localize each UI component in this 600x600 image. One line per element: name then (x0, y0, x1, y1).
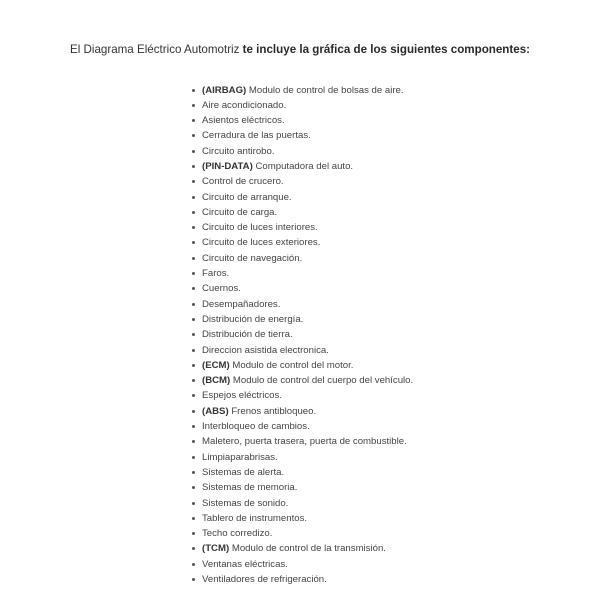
item-text: Computadora del auto. (252, 160, 354, 172)
list-item (192, 572, 413, 587)
item-text: Tablero de instrumentos. (202, 512, 308, 524)
bullet-icon (192, 318, 195, 321)
item-text: Sistemas de sonido. (202, 497, 289, 509)
bullet-icon (192, 517, 195, 520)
item-text: Ventanas eléctricas. (202, 558, 288, 570)
item-text: Aire acondicionado. (202, 99, 287, 111)
item-text: Techo corredizo. (202, 528, 273, 540)
item-text: Cerradura de las puertas. (202, 130, 311, 142)
item-text: Frenos antibloqueo. (228, 405, 317, 417)
list-item (192, 373, 413, 388)
list-item (192, 541, 413, 556)
item-text: Circuito de arranque. (202, 191, 292, 203)
item-text: Direccion asistida electronica. (202, 344, 329, 356)
bullet-icon (192, 119, 195, 122)
list-item (192, 83, 413, 98)
list-item (192, 159, 413, 174)
item-code: (ABS) (202, 405, 229, 417)
item-text: Circuito antirobo. (202, 145, 275, 157)
intro-bold-text: te incluye la gráfica de los siguientes componentes: (242, 43, 531, 56)
list-item (192, 297, 413, 312)
bullet-icon (192, 471, 195, 474)
bullet-icon (192, 394, 195, 397)
list-item (192, 450, 413, 465)
list-item (192, 281, 413, 296)
item-text: Circuito de navegación. (202, 252, 303, 264)
list-item (192, 113, 413, 128)
list-item (192, 190, 413, 205)
item-code: (AIRBAG) (202, 84, 247, 96)
bullet-icon (192, 211, 195, 214)
intro-normal-text: El Diagrama Eléctrico Automotriz (69, 43, 243, 56)
bullet-icon (192, 349, 195, 352)
list-item (192, 343, 413, 358)
list-item (192, 526, 413, 541)
item-text: Faros. (202, 268, 230, 280)
bullet-icon (192, 532, 195, 535)
list-item (192, 266, 413, 281)
item-text: Cuernos. (202, 283, 241, 295)
list-item (192, 434, 413, 449)
bullet-icon (192, 456, 195, 459)
item-text: Maletero, puerta trasera, puerta de combustible. (202, 436, 407, 448)
list-item (192, 465, 413, 480)
list-item (192, 496, 413, 511)
bullet-icon (192, 547, 195, 550)
list-item (192, 327, 413, 342)
list-item (192, 220, 413, 235)
list-item (192, 174, 413, 189)
bullet-icon (192, 104, 195, 107)
list-item (192, 557, 413, 572)
list-item (192, 144, 413, 159)
item-text: Asientos eléctricos. (202, 115, 285, 127)
bullet-icon (192, 150, 195, 153)
bullet-icon (192, 134, 195, 137)
item-text: Circuito de luces exteriores. (202, 237, 321, 249)
bullet-icon (192, 563, 195, 566)
item-text: Sistemas de memoria. (202, 482, 298, 494)
item-text: Espejos eléctricos. (202, 390, 282, 402)
list-item (192, 205, 413, 220)
list-item (192, 312, 413, 327)
item-text: Modulo de control de bolsas de aire. (246, 84, 404, 96)
intro-heading (60, 42, 540, 58)
item-text: Modulo de control del motor. (229, 359, 354, 371)
component-list (192, 83, 413, 588)
list-item (192, 98, 413, 113)
item-text: Distribución de tierra. (202, 329, 293, 341)
list-item (192, 235, 413, 250)
item-text: Circuito de carga. (202, 206, 278, 218)
list-item (192, 358, 413, 373)
item-text: Limpiaparabrisas. (202, 451, 278, 463)
item-text: Desempañadores. (202, 298, 281, 310)
bullet-icon (192, 440, 195, 443)
bullet-icon (192, 180, 195, 183)
bullet-icon (192, 333, 195, 336)
list-item (192, 404, 413, 419)
item-text: Control de crucero. (202, 176, 284, 188)
bullet-icon (192, 257, 195, 260)
bullet-icon (192, 303, 195, 306)
item-text: Modulo de control del cuerpo del vehículo. (230, 375, 414, 387)
item-text: Circuito de luces interiores. (202, 222, 318, 234)
item-code: (ECM) (202, 359, 230, 371)
item-text: Interbloqueo de cambios. (202, 421, 310, 433)
bullet-icon (192, 89, 195, 92)
bullet-icon (192, 272, 195, 275)
item-code: (TCM) (202, 543, 230, 555)
list-item (192, 480, 413, 495)
bullet-icon (192, 226, 195, 229)
item-code: (BCM) (202, 375, 231, 387)
bullet-icon (192, 502, 195, 505)
list-item (192, 128, 413, 143)
bullet-icon (192, 410, 195, 413)
bullet-icon (192, 165, 195, 168)
bullet-icon (192, 241, 195, 244)
item-text: Distribución de energía. (202, 313, 304, 325)
bullet-icon (192, 486, 195, 489)
list-item (192, 388, 413, 403)
bullet-icon (192, 578, 195, 581)
bullet-icon (192, 425, 195, 428)
list-item (192, 251, 413, 266)
bullet-icon (192, 196, 195, 199)
item-code: (PIN-DATA) (202, 160, 253, 172)
item-text: Sistemas de alerta. (202, 466, 285, 478)
list-item (192, 419, 413, 434)
bullet-icon (192, 364, 195, 367)
item-text: Modulo de control de la transmisión. (229, 543, 386, 555)
bullet-icon (192, 287, 195, 290)
item-text: Ventiladores de refrigeración. (202, 574, 327, 585)
bullet-icon (192, 379, 195, 382)
list-item (192, 511, 413, 526)
